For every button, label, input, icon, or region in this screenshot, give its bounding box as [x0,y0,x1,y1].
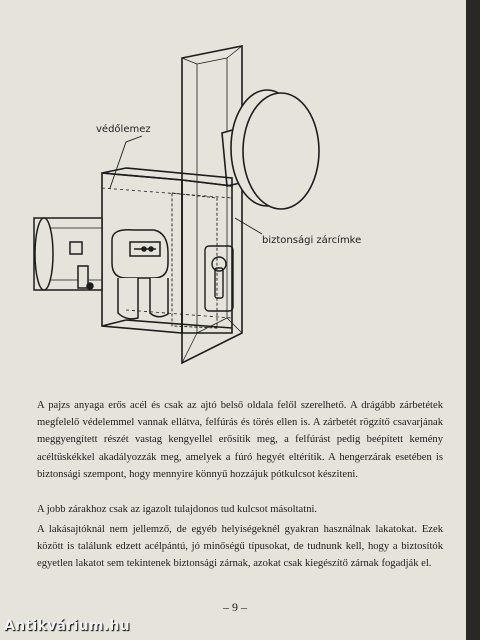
door-plate [182,46,242,363]
watermark: Antikvárium.hu [4,618,130,634]
door-knob [222,90,319,209]
adjacent-page-edge [466,0,480,640]
keyhole [205,246,233,311]
page-number: – 9 – [223,600,247,614]
label-shield: védőlemez [96,124,151,135]
lock-cylinder [34,218,168,319]
paragraph-1: A pajzs anyaga erős acél és csak az ajtó belső oldala felől szerelhető. A drágább zárbetétek megfelelő védelemmel vannak ellátva, felfúrás és törés ellen is. A zárbetét rögzítő csavarjának meggyengített részét vastag kengyellel erősítik meg, a felfúrást pedig beépített kemény acéltüskékkel akadályozzák meg, amelyek a fúró hegyét eltérítik. A hengerzárak esetében is biztonsági szempont, hogy mennyire könnyű hozzájuk pótkulcsot késziteni. [37,400,443,480]
paragraph-3: A lakásajtóknál nem jellemző, de egyéb helyiségeknél gyakran használnak lakatokat. Ezek között is találunk edzett acélpántú, jó minőségű típusokat, de tudnunk kell, hogy a biztosítók egyetlen lakatot sem tekintenek biztonsági zárnak, azokat csak kiegészítő zárnak fogadják el. [37,524,443,570]
paragraph-2: A jobb zárakhoz csak az igazolt tulajdonos tud kulcsot másoltatni. [37,504,318,515]
lock-illustration [22,28,452,388]
label-security-plate: biztonsági zárcímke [262,235,362,246]
